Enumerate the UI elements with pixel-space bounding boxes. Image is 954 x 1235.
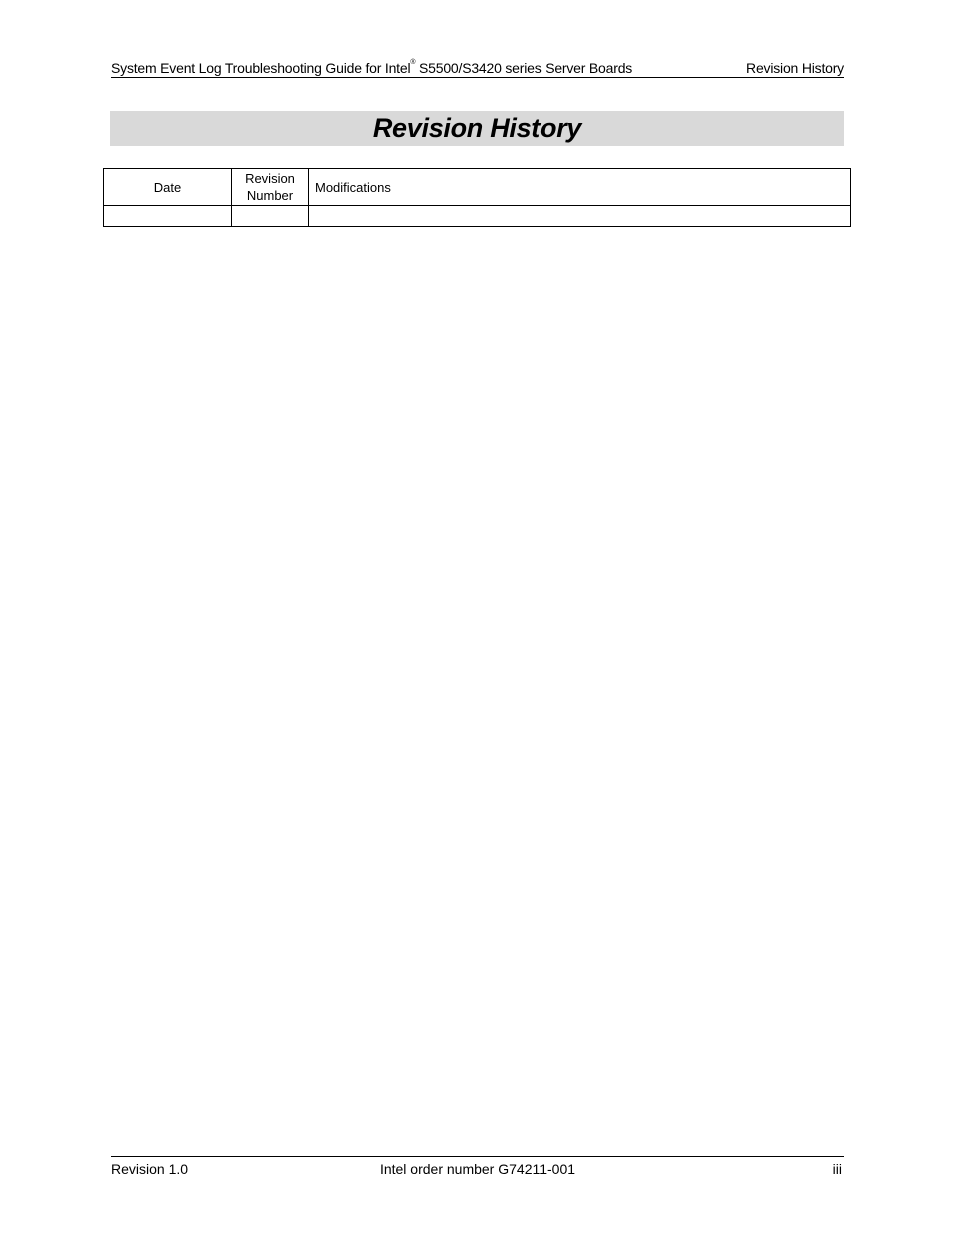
column-header-modifications: Modifications xyxy=(309,169,851,206)
footer-revision: Revision 1.0 xyxy=(111,1161,189,1177)
title-band xyxy=(110,111,844,146)
cell-date xyxy=(104,206,232,227)
cell-modifications xyxy=(309,206,851,227)
page-header xyxy=(111,57,844,78)
header-section-title: Revision History xyxy=(746,60,844,76)
column-header-revision-number: Revision Number xyxy=(232,169,309,206)
page-footer xyxy=(111,1156,844,1177)
table-header-row xyxy=(104,169,851,206)
footer-page-number: iii xyxy=(832,1161,842,1177)
header-document-title: System Event Log Troubleshooting Guide for Intel® S5500/S3420 series Server Boards xyxy=(111,59,633,76)
cell-revision-number xyxy=(232,206,309,227)
page-title: Revision History xyxy=(372,113,582,143)
revision-history-table xyxy=(103,168,851,227)
registered-mark: ® xyxy=(410,59,416,66)
footer-order-number: Intel order number G74211-001 xyxy=(379,1161,576,1177)
table-row xyxy=(104,206,851,227)
column-header-date: Date xyxy=(104,169,232,206)
